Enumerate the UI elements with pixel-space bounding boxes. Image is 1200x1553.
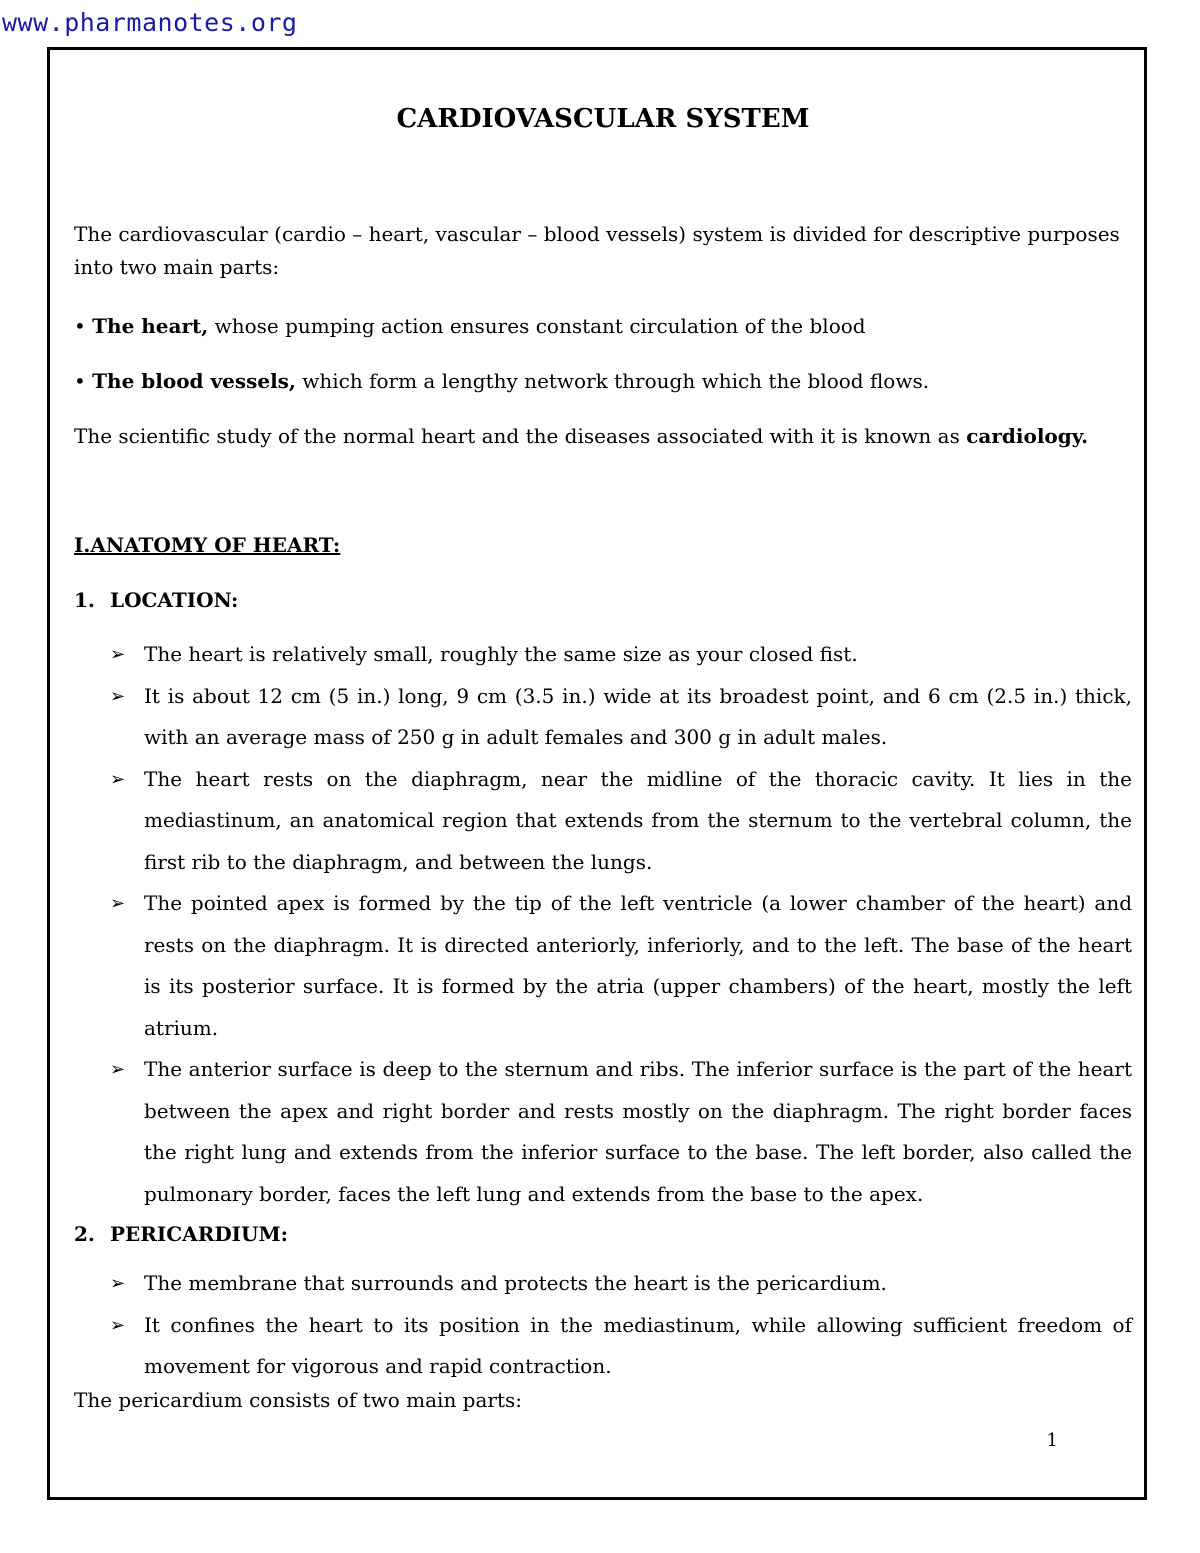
arrow-bullet-icon: ➢ — [110, 893, 126, 914]
list-item-text: The heart is relatively small, roughly the same size as your closed fist. — [144, 642, 858, 666]
list-item — [74, 634, 1132, 676]
list-item — [74, 759, 1132, 884]
list-item — [74, 883, 1132, 1049]
bullet-marker: • — [74, 369, 86, 393]
section-heading-anatomy: I.ANATOMY OF HEART: — [74, 533, 341, 557]
pericardium-parts-paragraph: The pericardium consists of two main parts: — [74, 1388, 523, 1412]
heading-label: PERICARDIUM: — [110, 1222, 288, 1246]
heading-number: 2. — [74, 1222, 95, 1246]
list-item-text: The membrane that surrounds and protects the heart is the pericardium. — [144, 1271, 887, 1295]
heading-location — [74, 584, 1132, 617]
page-frame — [47, 47, 1147, 1500]
arrow-bullet-icon: ➢ — [110, 644, 126, 665]
location-list — [74, 634, 1132, 1215]
arrow-bullet-icon: ➢ — [110, 685, 126, 707]
list-item-text: The pointed apex is formed by the tip of the left ventricle (a lower chamber of the heart) and rests on the diaphragm. It is directed anteriorly, inferiorly, and to the left. The base of the heart is its posterior surface. It is formed by the atria (upper chambers) of the heart, mostly the left atrium. — [144, 891, 1132, 1040]
heading-label: LOCATION: — [110, 588, 239, 612]
bullet-text: whose pumping action ensures constant circulation of the blood — [208, 314, 866, 338]
bullet-item-heart — [74, 310, 1132, 343]
cardiology-paragraph — [74, 420, 1132, 453]
watermark-url: www.pharmanotes.org — [2, 8, 298, 37]
cardiology-term: cardiology. — [966, 424, 1089, 448]
list-item-text: The anterior surface is deep to the sternum and ribs. The inferior surface is the part of the heart between the apex and right border and rests mostly on the diaphragm. The right border faces the right lung and extends from the inferior surface to the base. The left border, also called the pulmonary border, faces the left lung and extends from the base to the apex. — [144, 1057, 1132, 1206]
bullet-marker: • — [74, 314, 86, 338]
arrow-bullet-icon: ➢ — [110, 1059, 126, 1080]
list-item — [74, 676, 1132, 759]
list-item — [74, 1049, 1132, 1215]
cardiology-text: The scientific study of the normal heart and the diseases associated with it is known as — [74, 424, 967, 448]
bullet-item-blood-vessels — [74, 365, 1132, 398]
intro-paragraph: The cardiovascular (cardio – heart, vascular – blood vessels) system is divided for descriptive purposes into two main parts: — [74, 222, 1120, 279]
page-number: 1 — [1046, 1430, 1058, 1451]
arrow-bullet-icon: ➢ — [110, 1273, 126, 1294]
pericardium-list — [74, 1263, 1132, 1388]
arrow-bullet-icon: ➢ — [110, 768, 126, 790]
arrow-bullet-icon: ➢ — [110, 1314, 126, 1336]
heading-number: 1. — [74, 588, 95, 612]
list-item-text: It is about 12 cm (5 in.) long, 9 cm (3.5 in.) wide at its broadest point, and 6 cm (2.5 in.) thick, with an average mass of 250 g in adult females and 300 g in adult males. — [144, 683, 1132, 749]
list-item — [74, 1305, 1132, 1388]
list-item-text: The heart rests on the diaphragm, near the midline of the thoracic cavity. It lies in the mediastinum, an anatomical region that extends from the sternum to the vertebral column, the first rib to the diaphragm, and between the lungs. — [144, 766, 1132, 874]
bullet-text: which form a lengthy network through which the blood flows. — [295, 369, 930, 393]
list-item-text: It confines the heart to its position in the mediastinum, while allowing sufficient freedom of movement for vigorous and rapid contraction. — [144, 1312, 1132, 1378]
heading-pericardium — [74, 1218, 1132, 1251]
page-title: CARDIOVASCULAR SYSTEM — [396, 104, 810, 134]
bullet-bold-term: The heart, — [92, 314, 209, 338]
bullet-bold-term: The blood vessels, — [92, 369, 296, 393]
list-item — [74, 1263, 1132, 1305]
